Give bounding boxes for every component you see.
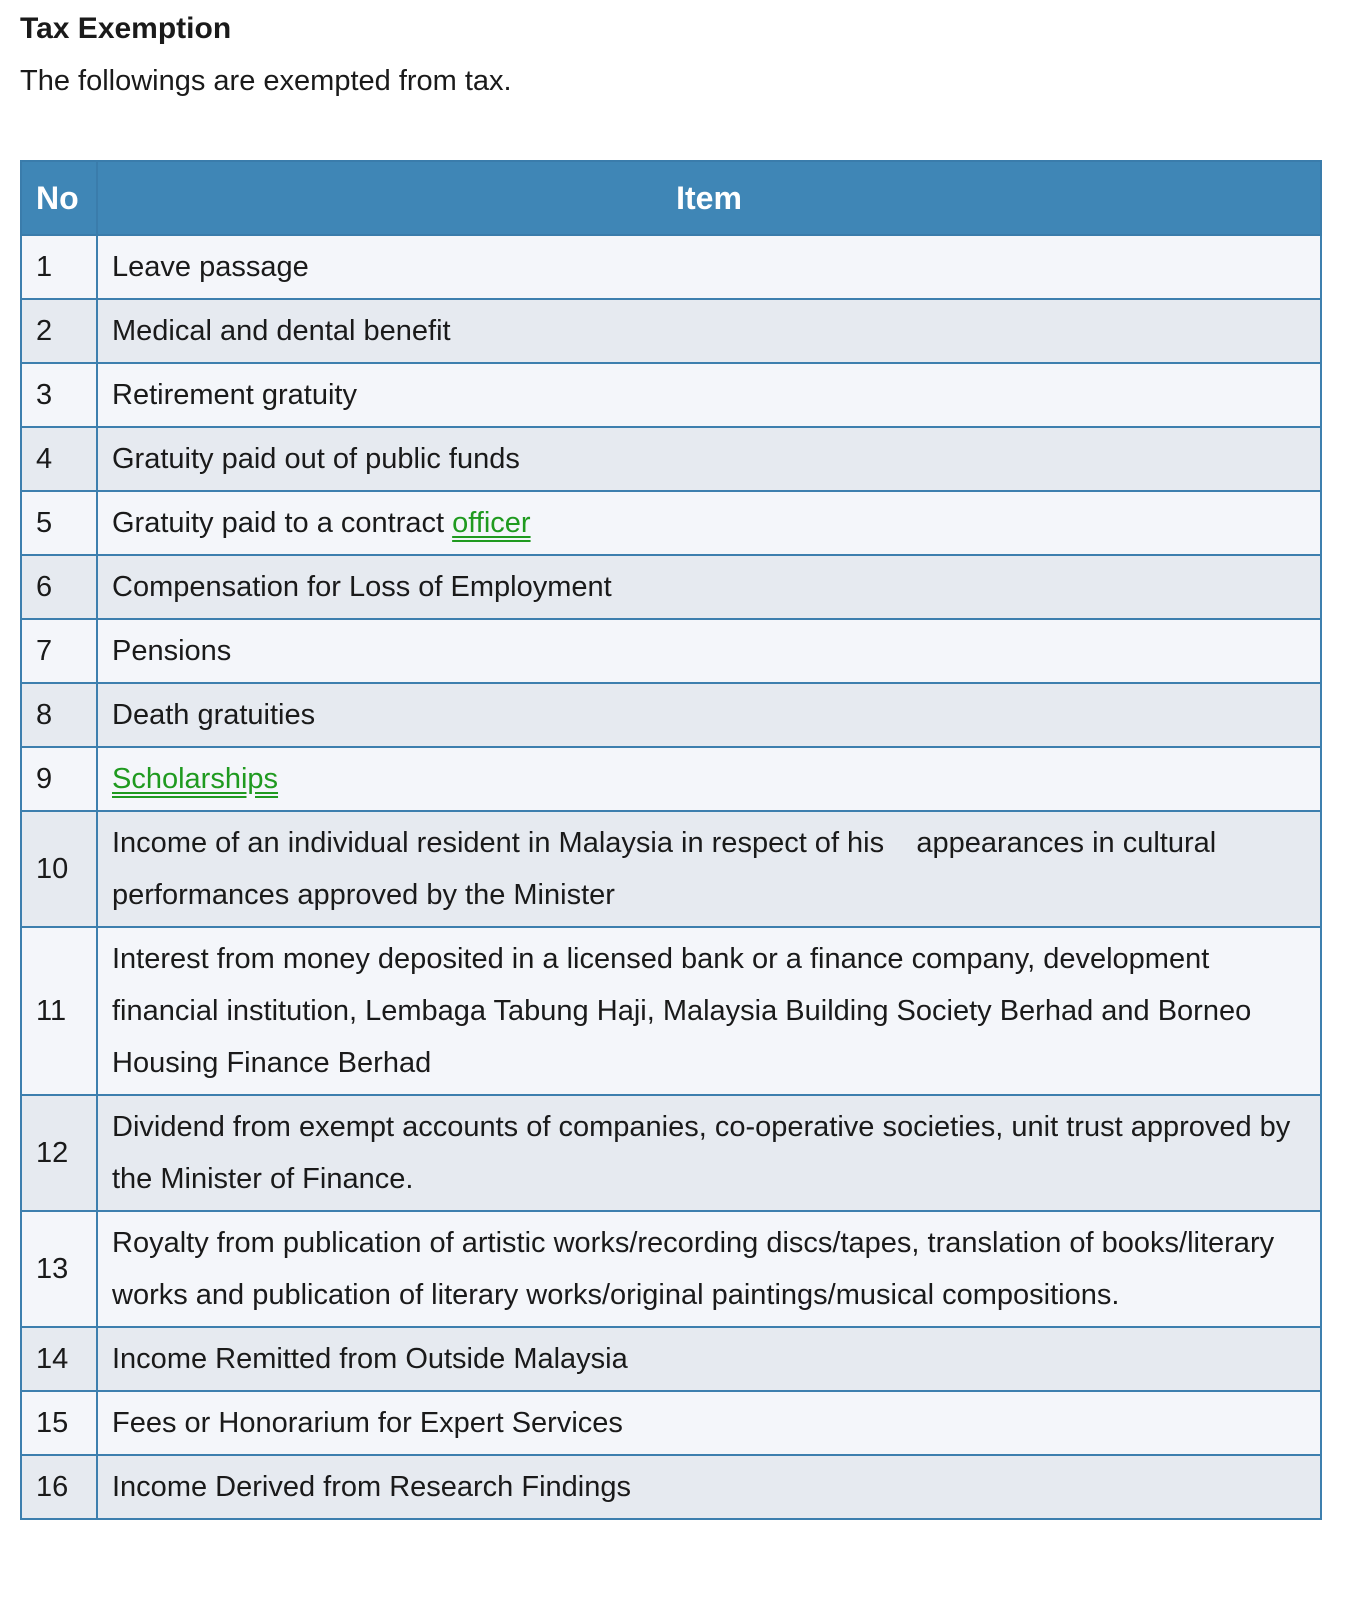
- table-header-row: [21, 161, 1321, 235]
- row-number: 11: [21, 927, 97, 1095]
- row-item: [97, 619, 1321, 683]
- row-item-link[interactable]: Scholarships: [112, 763, 279, 795]
- row-item: [97, 1327, 1321, 1391]
- row-item-text: Retirement gratuity: [112, 379, 357, 411]
- table-row: [21, 363, 1321, 427]
- row-item-text: Income Remitted from Outside Malaysia: [112, 1343, 628, 1375]
- row-item: [97, 1391, 1321, 1455]
- row-item: [97, 491, 1321, 555]
- table-row: [21, 1455, 1321, 1519]
- row-item: [97, 747, 1321, 811]
- row-number: 10: [21, 811, 97, 927]
- row-item: [97, 555, 1321, 619]
- row-item-text: Medical and dental benefit: [112, 315, 451, 347]
- row-number: 4: [21, 427, 97, 491]
- row-item-link[interactable]: officer: [452, 507, 531, 539]
- row-item-text: Fees or Honorarium for Expert Services: [112, 1407, 623, 1439]
- row-item-text: Dividend from exempt accounts of companies, co-operative societies, unit trust approved by the Minister of Finance.: [112, 1111, 1299, 1195]
- row-number: 6: [21, 555, 97, 619]
- row-number: 13: [21, 1211, 97, 1327]
- row-item: [97, 683, 1321, 747]
- row-number: 1: [21, 235, 97, 299]
- table-row: [21, 555, 1321, 619]
- row-number: 7: [21, 619, 97, 683]
- row-item: [97, 811, 1321, 927]
- row-item-text: Compensation for Loss of Employment: [112, 571, 612, 603]
- row-number: 5: [21, 491, 97, 555]
- table-row: [21, 619, 1321, 683]
- row-number: 3: [21, 363, 97, 427]
- row-item-text: Gratuity paid out of public funds: [112, 443, 520, 475]
- table-row: [21, 811, 1321, 927]
- table-row: [21, 427, 1321, 491]
- row-number: 8: [21, 683, 97, 747]
- row-item: [97, 1211, 1321, 1327]
- row-number: 12: [21, 1095, 97, 1211]
- row-number: 2: [21, 299, 97, 363]
- page-title: Tax Exemption: [20, 12, 232, 45]
- row-item-text: Interest from money deposited in a licensed bank or a finance company, development financial institution, Lembaga Tabung Haji, Malaysia Building Society Berhad and Borneo Housing Finance Berhad: [112, 943, 1260, 1079]
- exemption-table: [20, 160, 1322, 1520]
- row-number: 16: [21, 1455, 97, 1519]
- column-header-item: Item: [97, 161, 1321, 235]
- row-item-text: Death gratuities: [112, 699, 316, 731]
- table-row: [21, 1095, 1321, 1211]
- row-item-text: Income Derived from Research Findings: [112, 1471, 631, 1503]
- row-item: [97, 1095, 1321, 1211]
- table-row: [21, 1211, 1321, 1327]
- row-item: [97, 363, 1321, 427]
- table-row: [21, 299, 1321, 363]
- table-row: [21, 1327, 1321, 1391]
- exemption-table-wrapper: [20, 160, 1320, 1520]
- table-row: [21, 683, 1321, 747]
- table-row: [21, 491, 1321, 555]
- row-item: [97, 299, 1321, 363]
- row-item-text: Income of an individual resident in Malaysia in respect of his appearances in cultural performances approved by the Minister: [112, 827, 1225, 911]
- row-number: 15: [21, 1391, 97, 1455]
- row-item-text: Gratuity paid to a contract: [112, 507, 453, 539]
- row-number: 9: [21, 747, 97, 811]
- row-item: [97, 235, 1321, 299]
- row-item-text: Royalty from publication of artistic works/recording discs/tapes, translation of books/literary works and publication of literary works/original paintings/musical compositions.: [112, 1227, 1283, 1311]
- row-item: [97, 927, 1321, 1095]
- row-number: 14: [21, 1327, 97, 1391]
- table-row: [21, 747, 1321, 811]
- column-header-no: No: [21, 161, 97, 235]
- table-body: [21, 235, 1321, 1519]
- row-item: [97, 1455, 1321, 1519]
- row-item: [97, 427, 1321, 491]
- page-intro: The followings are exempted from tax.: [20, 65, 512, 97]
- table-row: [21, 1391, 1321, 1455]
- row-item-text: Leave passage: [112, 251, 309, 283]
- table-row: [21, 927, 1321, 1095]
- row-item-text: Pensions: [112, 635, 232, 667]
- table-row: [21, 235, 1321, 299]
